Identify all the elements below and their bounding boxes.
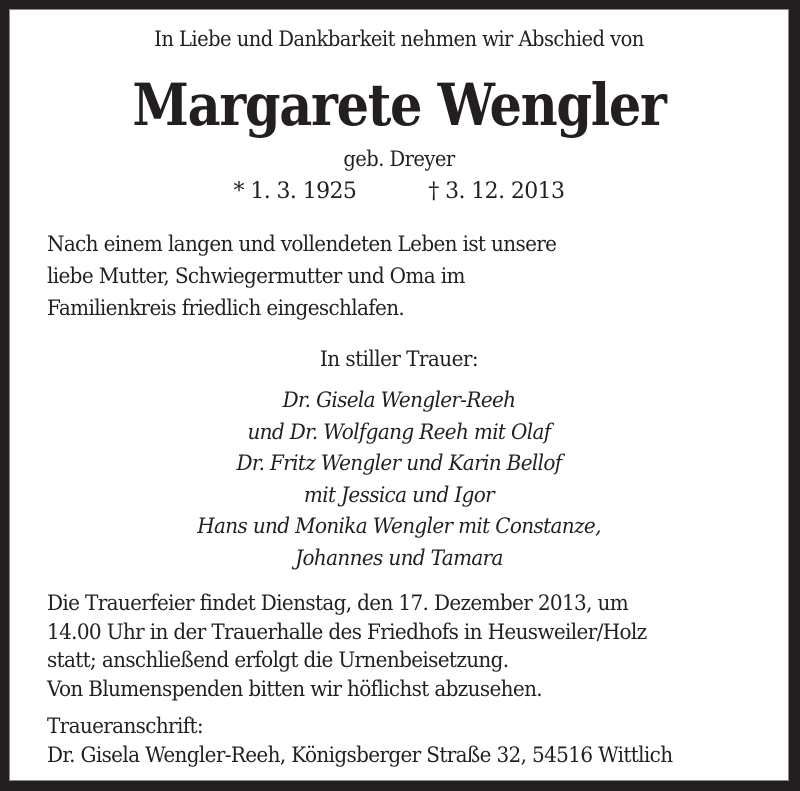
address-line: Dr. Gisela Wengler-Reeh, Königsberger Straße 32, 54516 Wittlich xyxy=(47,742,673,768)
address-block xyxy=(47,713,672,770)
intro-text: In Liebe und Dankbarkeit nehmen wir Abschied von xyxy=(154,27,644,51)
death-date: † 3. 12. 2013 xyxy=(428,179,565,204)
birth-date: * 1. 3. 1925 xyxy=(233,179,357,204)
funeral-info-paragraph xyxy=(47,590,647,704)
mourner-line: Hans und Monika Wengler mit Constanze, xyxy=(197,514,601,539)
mourner-line: Dr. Fritz Wengler und Karin Bellof xyxy=(236,451,562,476)
funeral-line: statt; anschließend erfolgt die Urnenbeisetzung. xyxy=(47,648,509,673)
obituary-notice xyxy=(9,9,789,781)
message-paragraph xyxy=(47,229,556,325)
mourner-line: und Dr. Wolfgang Reeh mit Olaf xyxy=(247,419,551,445)
mourner-line: Johannes und Tamara xyxy=(295,545,503,571)
mourner-line: Dr. Gisela Wengler-Reeh xyxy=(282,388,516,413)
maiden-name: geb. Dreyer xyxy=(343,147,455,171)
mourner-line: mit Jessica und Igor xyxy=(303,482,495,508)
message-line: liebe Mutter, Schwiegermutter und Oma im xyxy=(47,264,465,289)
mourners-list xyxy=(9,385,789,574)
message-line: Nach einem langen und vollendeten Leben ist unsere xyxy=(47,232,557,257)
funeral-line: Von Blumenspenden bitten wir höflichst abzusehen. xyxy=(47,676,543,702)
mourning-heading: In stiller Trauer: xyxy=(319,347,479,372)
address-label: Traueranschrift: xyxy=(47,714,203,739)
funeral-line: 14.00 Uhr in der Trauerhalle des Friedhofs in Heusweiler/Holz xyxy=(47,619,647,645)
message-line: Familienkreis friedlich eingeschlafen. xyxy=(47,296,405,321)
deceased-name: Margarete Wengler xyxy=(132,71,666,139)
life-dates xyxy=(9,179,789,204)
funeral-line: Die Trauerfeier findet Dienstag, den 17. Dezember 2013, um xyxy=(47,591,629,616)
